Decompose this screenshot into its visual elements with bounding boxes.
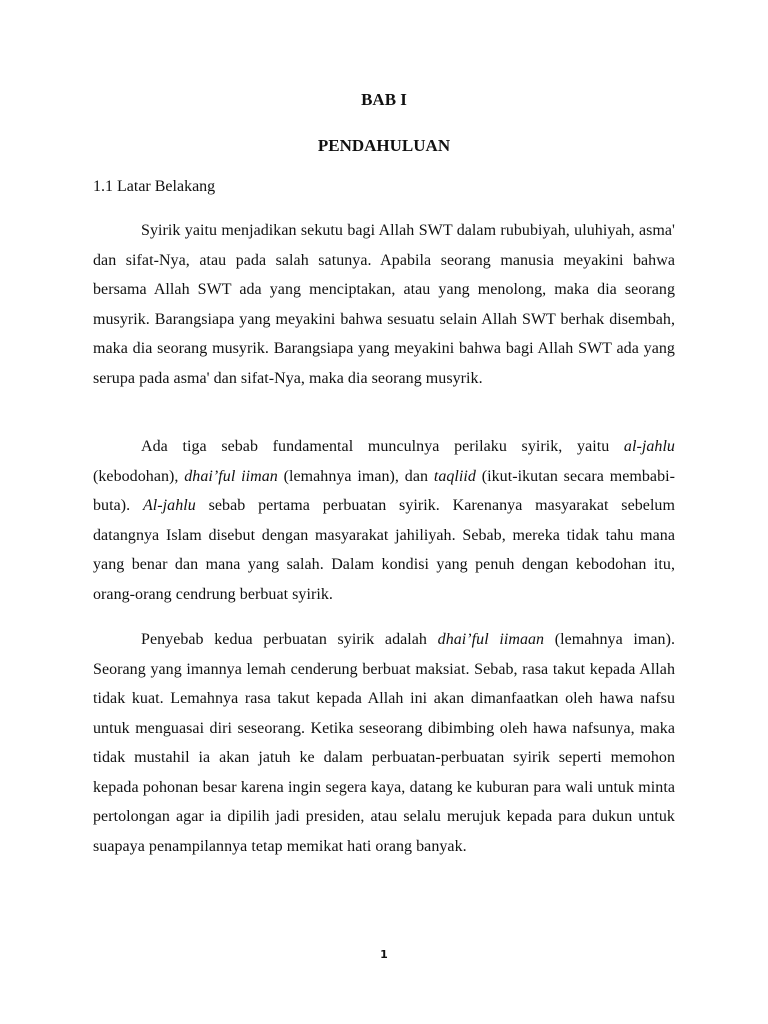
paragraph-1: Syirik yaitu menjadikan sekutu bagi Allah SWT dalam rububiyah, uluhiyah, asma' dan sifat-Nya, atau pada salah satunya. Apabila seorang manusia meyakini bahwa bersama Allah SWT ada yang menciptakan, atau yang menolong, maka dia seorang musyrik. Barangsiapa yang meyakini bahwa sesuatu selain Allah SWT berhak disembah, maka dia seorang musyrik. Barangsiapa yang meyakini bahwa bagi Allah SWT ada yang serupa pada asma' dan sifat-Nya, maka dia seorang musyrik.: [93, 222, 675, 387]
paragraph-3: [93, 625, 675, 861]
paragraph-3-text: (lemahnya iman). Seorang yang imannya lemah cenderung berbuat maksiat. Sebab, rasa takut kepada Allah tidak kuat. Lemahnya rasa takut kepada Allah ini akan dimanfaatkan oleh hawa nafsu untuk menguasai diri seseorang. Ketika seseorang dibimbing oleh hawa nafsunya, maka tidak mustahil ia akan jatuh ke dalam perbuatan-perbuatan syirik seperti memohon kepada pohonan besar karena ingin segera kaya, datang ke kuburan para wali untuk minta pertolongan agar ia dipilih jadi presiden, atau selalu merujuk kepada para dukun untuk suapaya penampilannya tetap memikat hati orang banyak.: [93, 631, 676, 855]
paragraph-2-text: sebab pertama perbuatan syirik. Karenanya masyarakat sebelum datangnya Islam disebut dengan masyarakat jahiliyah. Sebab, mereka tidak tahu mana yang benar dan mana yang salah. Dalam kondisi yang penuh dengan kebodohan itu, orang-orang cendrung berbuat syirik.: [93, 497, 675, 603]
chapter-number: BAB I: [361, 90, 407, 109]
italic-term: dhai’ful iiman: [184, 467, 278, 485]
italic-term: al-jahlu: [623, 438, 675, 455]
italic-term: dhai’ful iimaan: [437, 631, 545, 648]
paragraph-3-text: Penyebab kedua perbuatan syirik adalah: [141, 631, 438, 648]
paragraph-2-text: (lemahnya iman), dan: [277, 467, 434, 485]
italic-term: Al-jahlu: [142, 497, 196, 514]
paragraph-2-text: Ada tiga sebab fundamental munculnya perilaku syirik, yaitu: [141, 438, 624, 455]
paragraph-2-text: (kebodohan),: [93, 467, 185, 485]
section-heading: 1.1 Latar Belakang: [93, 178, 216, 195]
page-number: 1: [380, 948, 388, 961]
italic-term: taqliid: [433, 467, 476, 485]
paragraph-2-text: (ikut-ikutan secara membabi-buta).: [93, 467, 676, 514]
paragraph-2: [93, 432, 675, 609]
chapter-title: PENDAHULUAN: [317, 136, 451, 155]
